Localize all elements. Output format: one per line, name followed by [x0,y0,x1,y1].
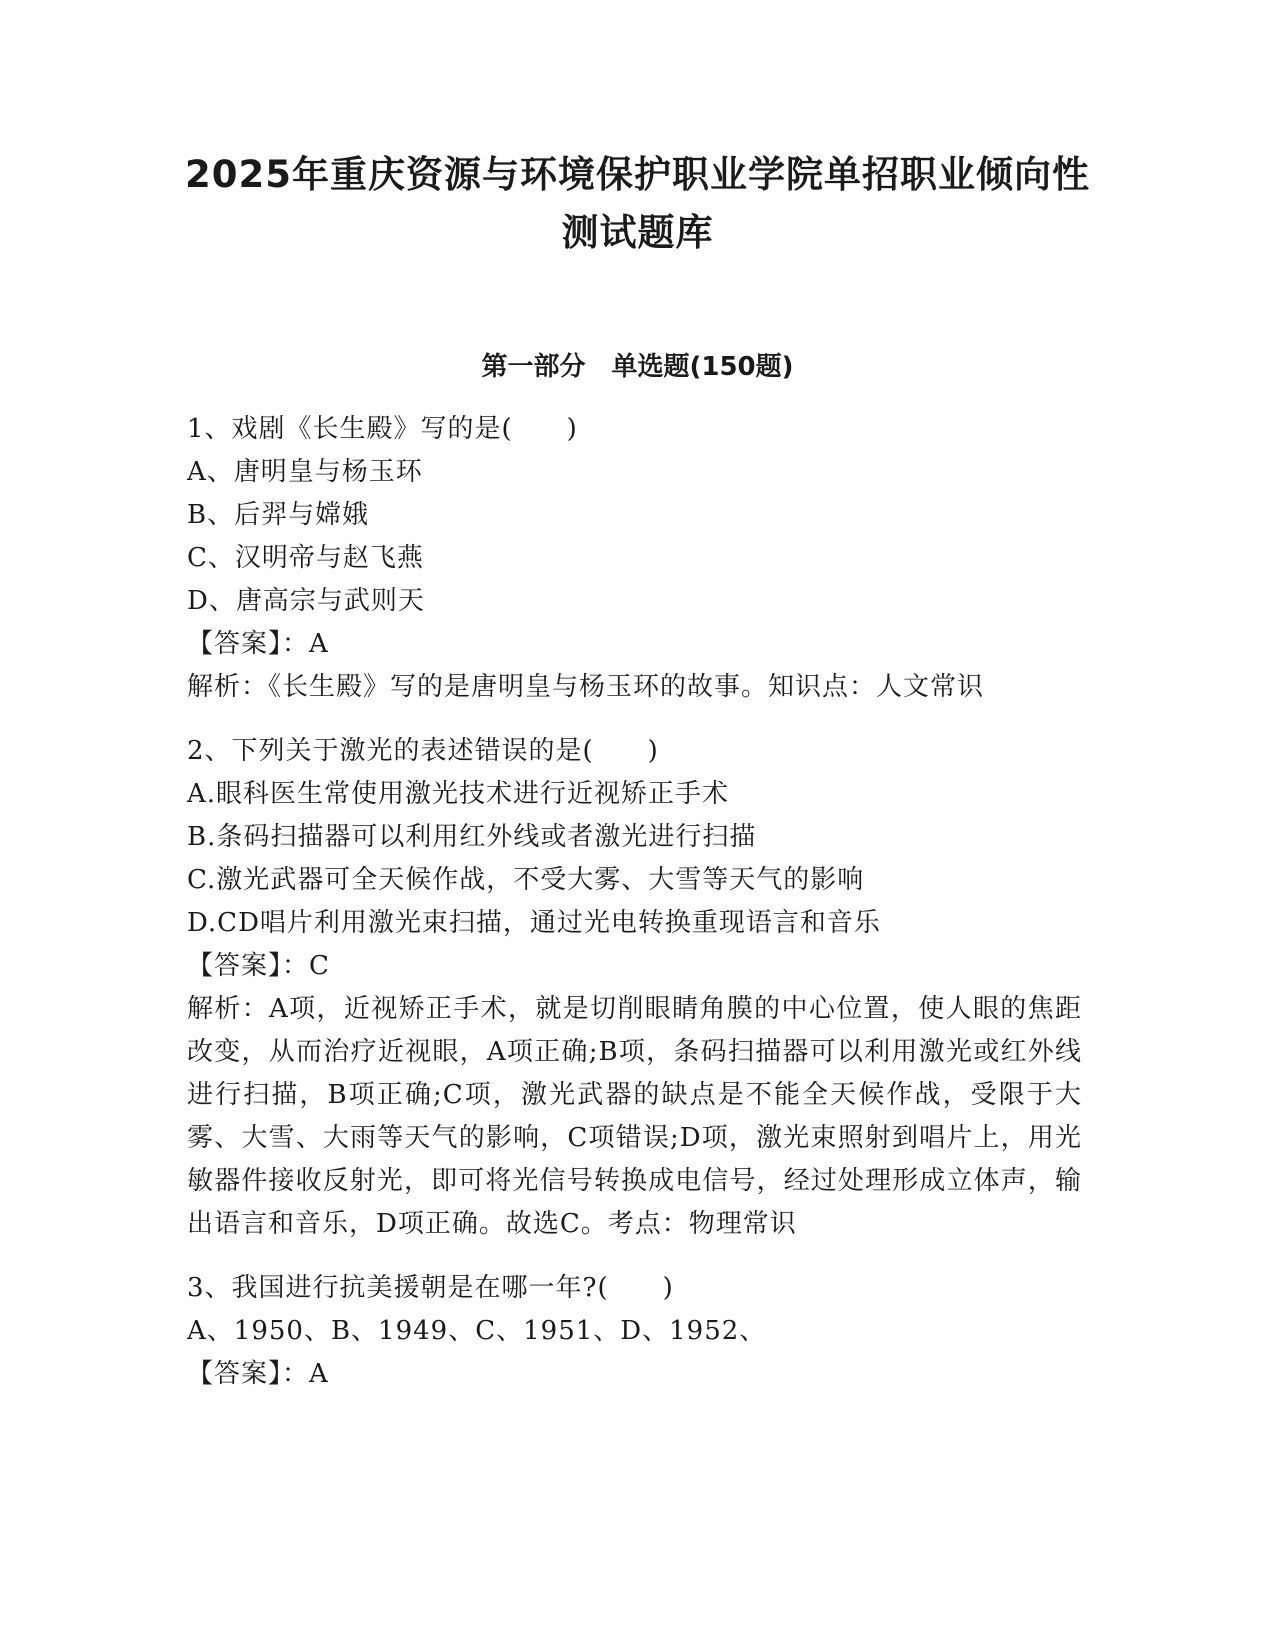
question-stem: 3、我国进行抗美援朝是在哪一年?( ) [187,1273,674,1303]
title-line-2: 测试题库 [561,211,714,254]
option-c: C.激光武器可全天候作战，不受大雾、大雪等天气的影响 [187,865,865,895]
option-b: B.条码扫描器可以利用红外线或者激光进行扫描 [187,822,757,852]
option-d: D.CD唱片利用激光束扫描，通过光电转换重现语言和音乐 [187,908,881,938]
section-heading: 第一部分 单选题(150题) [481,352,794,382]
analysis-text: 解析：A项，近视矫正手术，就是切削眼睛角膜的中心位置，使人眼的焦距改变，从而治疗近视眼，A项正确;B项，条码扫描器可以利用激光或红外线进行扫描，B项正确;C项，激光武器的缺点是不能全天候作战，受限于大雾、大雪、大雨等天气的影响，C项错误;D项，激光束照射到唱片上，用光敏器件接收反射光，即可将光信号转换成电信号，经过处理形成立体声，输出语言和音乐，D项正确。故选C。考点：物理常识 [187,994,1082,1239]
answer-line: 【答案】：A [187,1359,329,1389]
option-a: A.眼科医生常使用激光技术进行近视矫正手术 [187,779,730,809]
option-d: D、唐高宗与武则天 [187,586,425,616]
question-3 [187,1267,1082,1396]
option-a: A、唐明皇与杨玉环 [187,457,423,487]
document-title [150,146,1125,262]
question-stem: 2、下列关于激光的表述错误的是( ) [187,736,659,766]
analysis-text: 解析：《长生殿》写的是唐明皇与杨玉环的故事。知识点：人文常识 [187,672,985,702]
option-c: C、汉明帝与赵飞燕 [187,543,424,573]
option-b: B、后羿与嫦娥 [187,500,370,530]
question-list [187,408,1082,1417]
question-stem: 1、戏剧《长生殿》写的是( ) [187,414,578,444]
answer-line: 【答案】：A [187,629,329,659]
question-1 [187,408,1082,709]
title-line-1: 2025年重庆资源与环境保护职业学院单招职业倾向性 [185,153,1090,196]
options-inline: A、1950、B、1949、C、1951、D、1952、 [187,1316,767,1346]
question-2 [187,730,1082,1246]
answer-line: 【答案】：C [187,951,330,981]
